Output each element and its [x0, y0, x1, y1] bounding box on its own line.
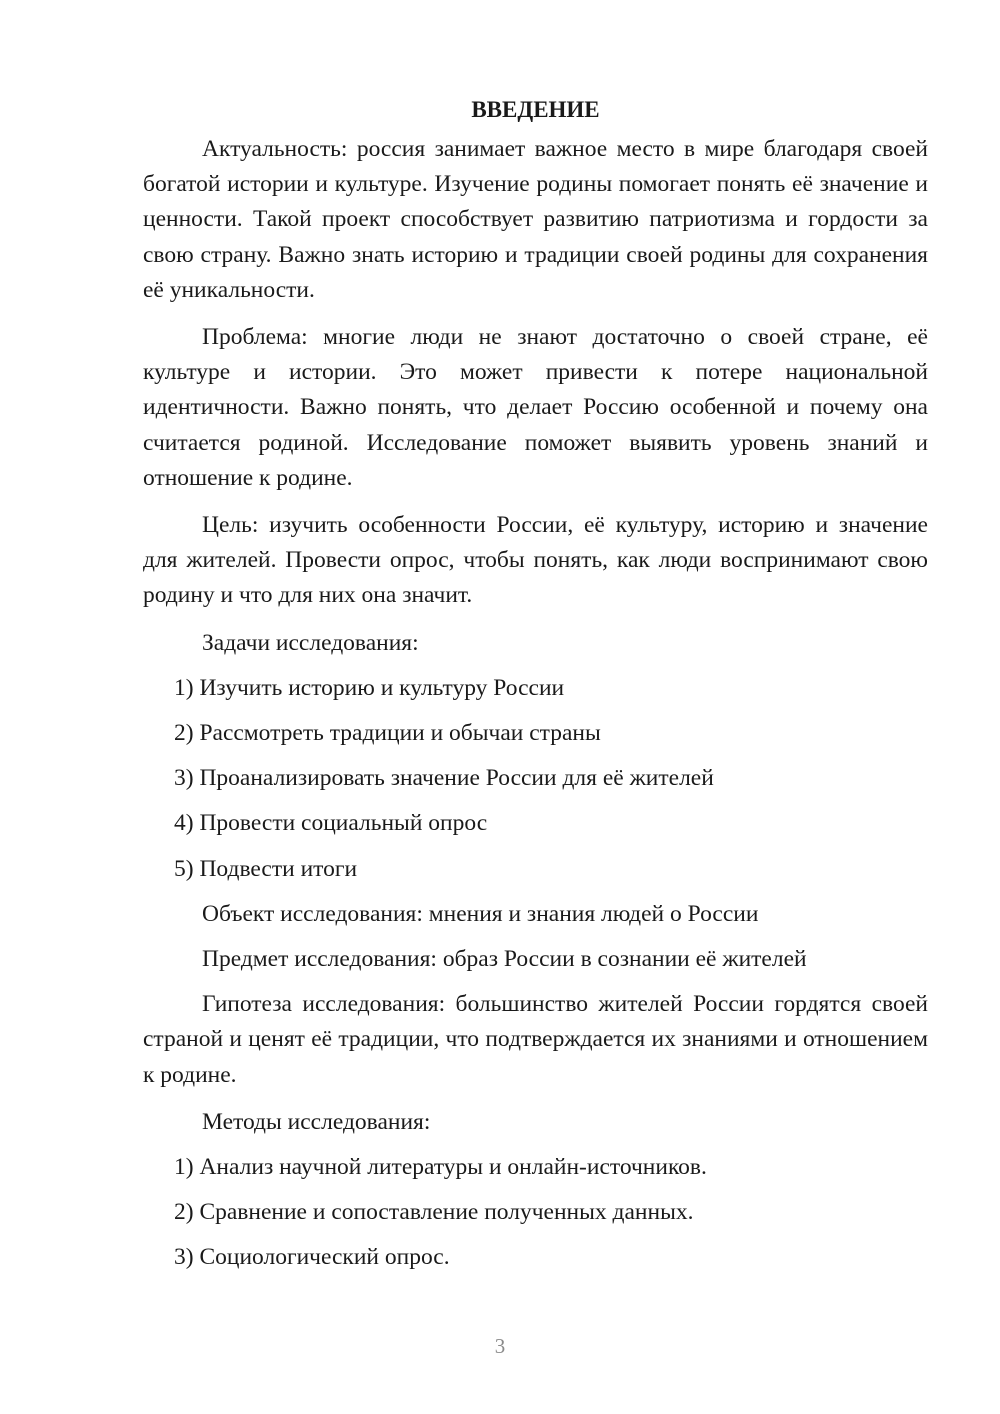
- research-object: Объект исследования: мнения и знания людей о России: [202, 900, 759, 927]
- task-item: 1) Изучить историю и культуру России: [174, 674, 565, 701]
- task-item: 5) Подвести итоги: [174, 855, 358, 882]
- method-item: 1) Анализ научной литературы и онлайн-источников.: [174, 1154, 707, 1181]
- methods-list: [143, 1150, 928, 1276]
- section-title: ВВЕДЕНИЕ: [471, 97, 600, 122]
- method-item: 2) Сравнение и сопоставление полученных данных.: [174, 1199, 694, 1226]
- research-subject: Предмет исследования: образ России в сознании её жителей: [202, 946, 807, 973]
- task-item: 3) Проанализировать значение России для её жителей: [174, 765, 714, 792]
- methods-heading: Методы исследования:: [202, 1108, 431, 1135]
- tasks-heading: Задачи исследования:: [202, 629, 419, 656]
- problem-paragraph: Проблема: многие люди не знают достаточно о своей стране, её культуре и истории. Это может привести к потере национальной идентичности. Важно понять, что делает Россию особенной и почему она считается родиной. Исследование поможет выявить уровень знаний и отношение к родине.: [143, 324, 928, 491]
- relevance-paragraph: Актуальность: россия занимает важное место в мире благодаря своей богатой истории и культуре. Изучение родины помогает понять её значение и ценности. Такой проект способствует развитию патриотизма и гордости за свою страну. Важно знать историю и традиции своей родины для сохранения её уникальности.: [143, 136, 928, 303]
- task-item: 2) Рассмотреть традиции и обычаи страны: [174, 720, 601, 747]
- tasks-list: [143, 671, 928, 887]
- page-number: 3: [494, 1334, 506, 1358]
- hypothesis-paragraph: Гипотеза исследования: большинство жителей России гордятся своей страной и ценят её традиции, что подтверждается их знаниями и отношением к родине.: [143, 991, 928, 1088]
- page-content: [143, 92, 928, 1286]
- goal-paragraph: Цель: изучить особенности России, её культуру, историю и значение для жителей. Провести опрос, чтобы понять, как люди воспринимают свою родину и что для них она значит.: [143, 512, 928, 609]
- task-item: 4) Провести социальный опрос: [174, 810, 488, 837]
- method-item: 3) Социологический опрос.: [174, 1244, 450, 1271]
